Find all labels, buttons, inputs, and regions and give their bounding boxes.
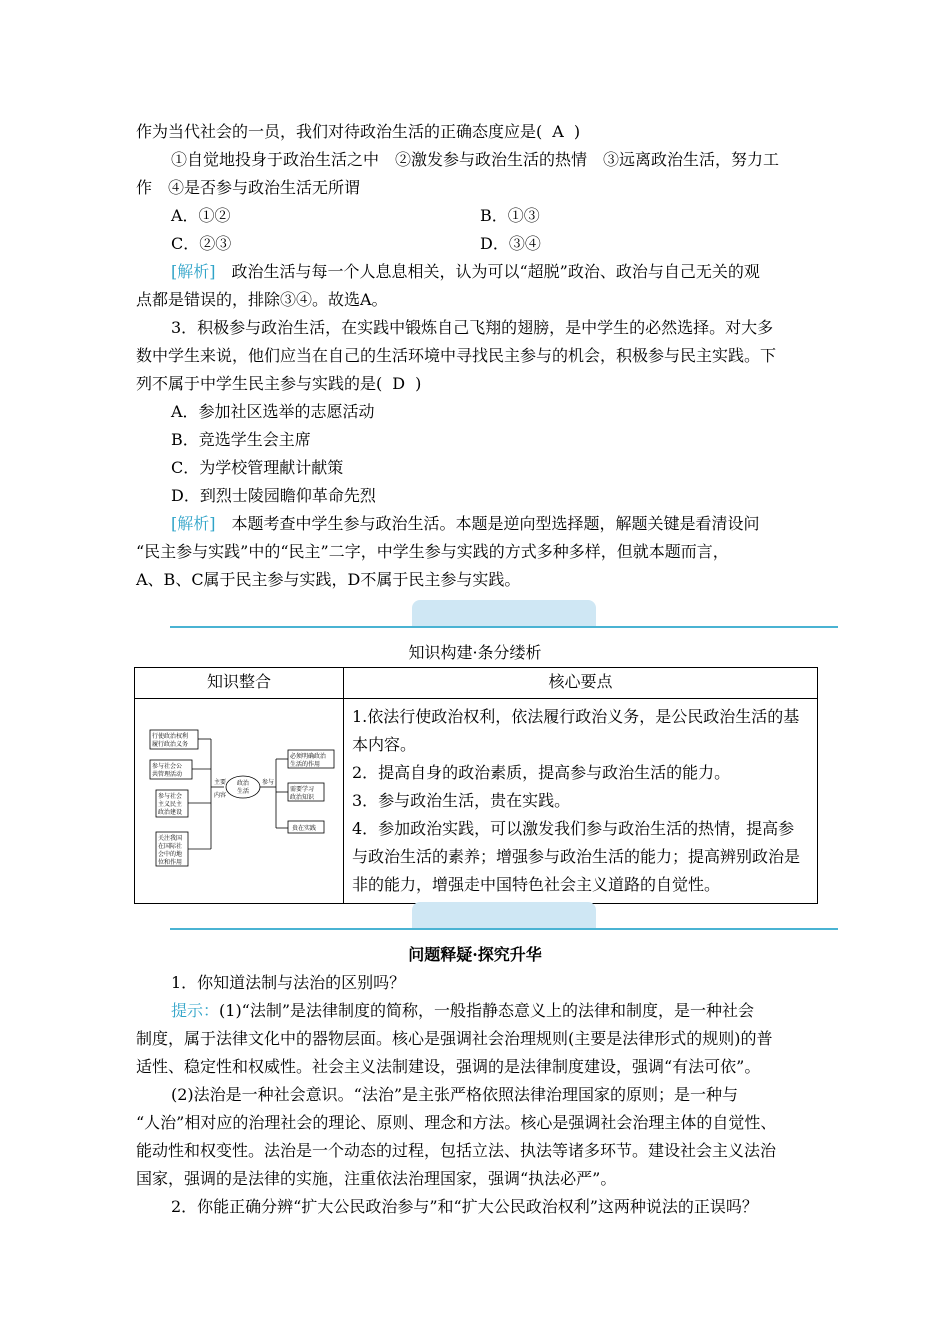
diagram-label: 生活: [237, 788, 250, 795]
q2-options-row1: A．①② B．①③: [171, 206, 540, 225]
core-point: 4．参加政治实践，可以激发我们参与政治生活的热情，提高参与政治生活的素养；增强参与政治生活的能力；提高辨别政治是非的能力，增强走中国特色社会主义道路的自觉性。: [352, 819, 801, 894]
section-tab: [412, 902, 596, 928]
q3-analysis-line3: A、B、C属于民主参与实践，D不属于民主参与实践。: [136, 570, 521, 589]
knowledge-map: [136, 700, 342, 896]
question-1: 1．你知道法制与法治的区别吗？: [171, 973, 406, 992]
section-tab: [412, 600, 596, 626]
p2-line3: 能动性和权变性。法治是一个动态的过程，包括立法、执法等诸多环节。建设社会主义法治: [136, 1141, 777, 1160]
knowledge-diagram: [135, 699, 344, 904]
diagram-label: 参与社会: [158, 793, 183, 800]
q3-analysis-line2: “民主参与实践”中的“民主”二字，中学生参与实践的方式多种多样，但就本题而言，: [136, 542, 729, 561]
hint-line3: 适性、稳定性和权威性。社会主义法制建设，强调的是法律制度建设，强调“有法可依”。: [136, 1057, 761, 1076]
knowledge-section-title: 知识构建·条分缕析: [408, 643, 542, 662]
col-header-core-points: 核心要点: [344, 668, 818, 699]
knowledge-table: [134, 667, 818, 904]
diagram-label: 位和作用: [158, 859, 183, 866]
q3-option-a: A．参加社区选举的志愿活动: [171, 402, 375, 421]
p2-line4: 国家，强调的是法律的实施，注重依法治理国家，强调“执法必严”。: [136, 1169, 617, 1188]
q2-items-line1: ①自觉地投身于政治生活之中 ②激发参与政治生活的热情 ③远离政治生活，努力工: [171, 150, 780, 169]
q2-analysis: [解析] 政治生活与每一个人息息相关，认为可以“超脱”政治、政治与自己无关的观: [171, 262, 760, 281]
q2-options-row2: C．②③ D．③④: [171, 234, 541, 253]
diagram-label: 关注我国: [158, 835, 183, 842]
diagram-label: 生活的作用: [290, 761, 321, 768]
diagram-label: 会中的地: [158, 851, 183, 858]
q2-items-line2: 作 ④是否参与政治生活无所谓: [136, 178, 361, 197]
q3-option-d: D．到烈士陵园瞻仰革命先烈: [171, 486, 376, 505]
section-divider: [170, 626, 838, 628]
p2-line1: (2)法治是一种社会意识。“法治”是主张严格依照法律治理国家的原则；是一种与: [171, 1085, 739, 1104]
diagram-label: 需要学习: [290, 786, 315, 793]
core-point: 3．参与政治生活，贵在实践。: [352, 791, 571, 810]
diagram-label: 参与社会公: [152, 763, 183, 770]
questions-section-title: 问题释疑·探究升华: [408, 945, 542, 964]
q3-answer: D: [392, 374, 406, 393]
hint-label: 提示：: [171, 1001, 220, 1020]
diagram-label: 参与: [262, 779, 275, 786]
diagram-label: 履行政治义务: [152, 741, 189, 748]
q3-stem-line1: 3．积极参与政治生活，在实践中锻炼自己飞翔的翅膀，是中学生的必然选择。对大多: [171, 318, 774, 337]
analysis-label: [解析]: [171, 262, 216, 281]
q3-analysis: [解析] 本题考查中学生参与政治生活。本题是逆向型选择题，解题关键是看清设问: [171, 514, 760, 533]
analysis-label: [解析]: [171, 514, 216, 533]
q2-analysis-line2: 点都是错误的，排除③④。故选A。: [136, 290, 388, 309]
diagram-label: 行使政治权利: [152, 733, 189, 740]
section-divider: [170, 928, 838, 930]
diagram-label: 贵在实践: [292, 825, 317, 832]
p2-line2: “人治”相对应的治理社会的理论、原则、理念和方法。核心是强调社会治理主体的自觉性、: [136, 1113, 777, 1132]
diagram-label: 共管理活动: [152, 771, 183, 778]
q2-stem: 作为当代社会的一员，我们对待政治生活的正确态度应是( A ): [136, 122, 581, 141]
diagram-label: 内容: [214, 792, 227, 799]
col-header-integration: 知识整合: [135, 668, 344, 699]
q3-option-b: B．竞选学生会主席: [171, 430, 311, 449]
core-point: 1.依法行使政治权利，依法履行政治义务，是公民政治生活的基本内容。: [352, 707, 800, 754]
question-2: 2．你能正确分辨“扩大公民政治参与”和“扩大公民政治权利”这两种说法的正误吗？: [171, 1197, 758, 1216]
diagram-label: 政治建设: [158, 809, 183, 816]
hint-line2: 制度，属于法律文化中的器物层面。核心是强调社会治理规则(主要是法律形式的规则)的普: [136, 1029, 773, 1048]
q3-stem-line2: 数中学生来说，他们应当在自己的生活环境中寻找民主参与的机会，积极参与民主实践。下: [136, 346, 777, 365]
diagram-label: 必须明确政治: [290, 753, 327, 760]
hint-line1: 提示：(1)“法制”是法律制度的简称，一般指静态意义上的法律和制度，是一种社会: [171, 1001, 755, 1020]
diagram-label: 在国际社: [158, 843, 183, 850]
diagram-label: 主要: [214, 779, 227, 786]
q2-answer: A: [552, 122, 564, 141]
diagram-label: 主义民主: [158, 801, 183, 808]
core-point: 2．提高自身的政治素质，提高参与政治生活的能力。: [352, 763, 731, 782]
diagram-label: 政治知识: [290, 794, 315, 801]
q3-stem-line3: 列不属于中学生民主参与实践的是( D ): [136, 374, 422, 393]
diagram-label: 政治: [237, 780, 250, 787]
q3-option-c: C．为学校管理献计献策: [171, 458, 344, 477]
core-points: [344, 699, 818, 904]
